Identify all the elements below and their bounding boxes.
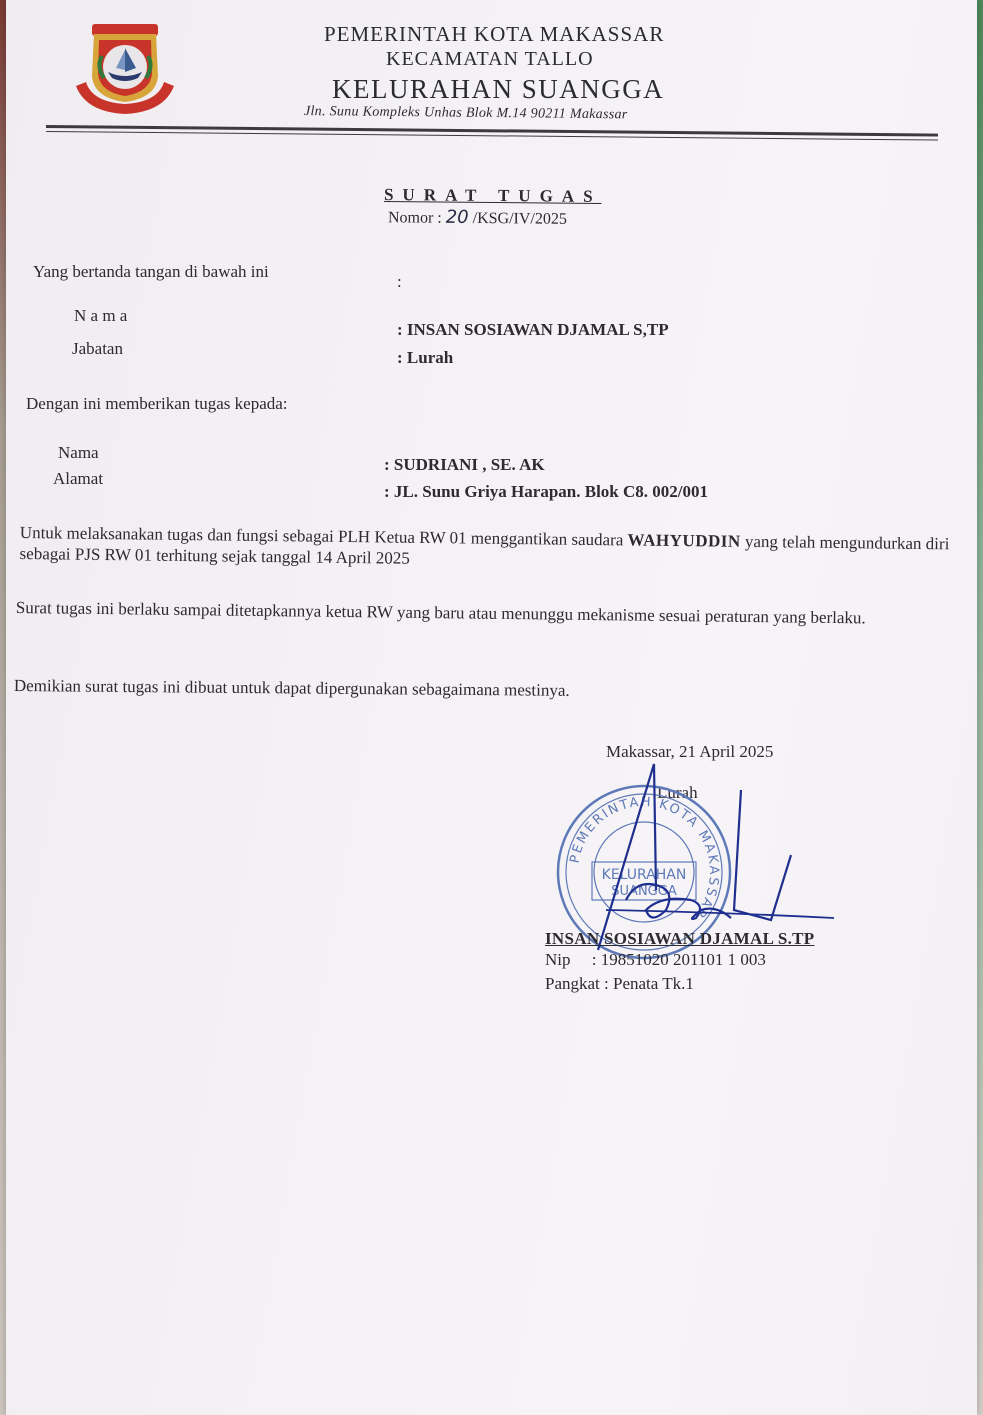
letter-number-prefix: Nomor : <box>387 209 442 227</box>
header-address: Jln. Sunu Kompleks Unhas Blok M.14 90211 Makassar <box>303 104 628 123</box>
paragraph-assignment-end: yang telah mengundurkan diri sebagai PJS RW 01 terhitung sejak tanggal 14 April 2025 <box>19 531 950 568</box>
signature-position: Lurah <box>657 783 698 802</box>
replaced-person-name: WAHYUDDIN <box>627 530 741 551</box>
paragraph-closing: Demikian surat tugas ini dibuat untuk dapat dipergunakan sebagaimana mestinya. <box>13 675 570 700</box>
signer-intro: Yang bertanda tangan di bawah ini <box>33 262 269 281</box>
assignee-address-value: : JL. Sunu Griya Harapan. Blok C8. 002/001 <box>384 482 709 501</box>
signature-rank: Pangkat : Penata Tk.1 <box>545 974 694 993</box>
signer-position-value: : Lurah <box>397 348 454 367</box>
signer-name-value: : INSAN SOSIAWAN DJAMAL S,TP <box>397 320 669 339</box>
letter-number-suffix: /KSG/IV/2025 <box>472 209 567 228</box>
signer-intro-colon: : <box>397 272 402 291</box>
signer-position-label: Jabatan <box>72 339 123 358</box>
signature-name: INSAN SOSIAWAN DJAMAL S.TP <box>545 929 815 948</box>
header-government: PEMERINTAH KOTA MAKASSAR <box>324 22 665 46</box>
header-kelurahan: KELURAHAN SUANGGA <box>332 74 665 104</box>
paragraph-validity: Surat tugas ini berlaku sampai ditetapkannya ketua RW yang baru atau menunggu mekanisme sesuai peraturan yang berlaku. <box>15 597 866 628</box>
letter-page <box>6 0 977 1415</box>
letter-title: SURAT TUGAS <box>383 185 602 206</box>
signature-nip: Nip : 19851020 201101 1 003 <box>545 950 766 969</box>
stamp-center-line2: SUANGGA <box>611 884 677 899</box>
paragraph-assignment <box>19 522 954 575</box>
stamp-ring-text: PEMERINTAH KOTA MAKASSAR <box>567 794 722 923</box>
stamp-center-line1: KELURAHAN <box>601 867 687 883</box>
assignee-intro: Dengan ini memberikan tugas kepada: <box>26 394 288 413</box>
kota-makassar-emblem <box>66 16 184 116</box>
paragraph-assignment-start: Untuk melaksanakan tugas dan fungsi sebagai PLH Ketua RW 01 menggantikan saudara <box>19 522 628 550</box>
header-kecamatan: KECAMATAN TALLO <box>386 48 594 70</box>
signer-name-label: N a m a <box>74 306 128 325</box>
signature-place-date: Makassar, 21 April 2025 <box>606 742 774 761</box>
letter-number-handwritten: 20 <box>445 206 469 228</box>
assignee-address-label: Alamat <box>53 469 104 488</box>
assignee-name-label: Nama <box>58 443 99 462</box>
letter-number <box>388 206 567 229</box>
assignee-name-value: : SUDRIANI , SE. AK <box>384 455 545 474</box>
